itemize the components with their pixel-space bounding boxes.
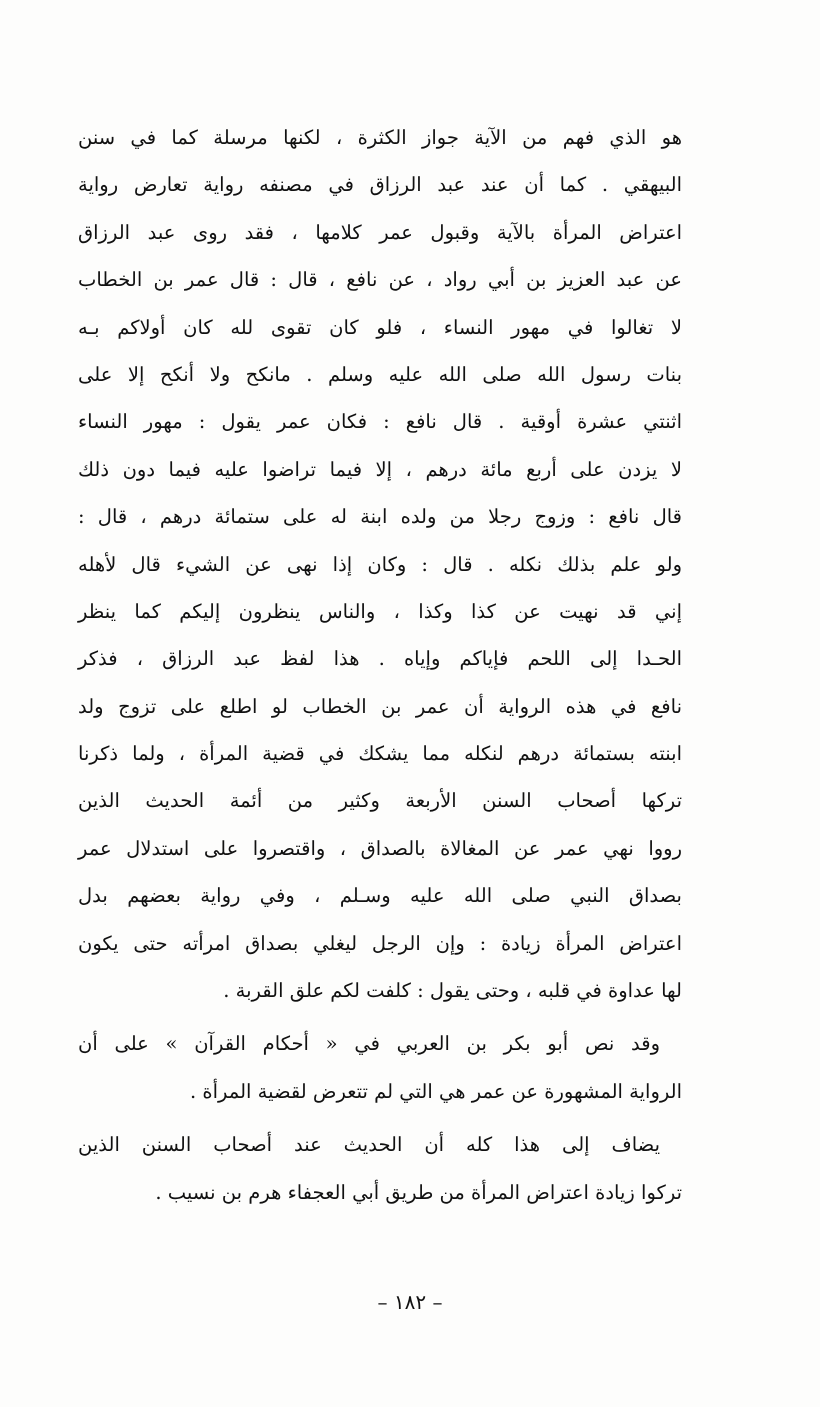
text-line: لا تغالوا في مهور النساء ، فلو كان تقوى لله كان أولاكم بـه (78, 315, 682, 339)
paragraph-3-line: يضاف إلى هذا كله أن الحديث عند أصحاب السنن الذين (78, 1133, 660, 1157)
page-number: – ١٨٢ – (377, 1290, 443, 1314)
text-line: بنات رسول الله صلى الله عليه وسلم . مانكح ولا أنكح إلا على (78, 362, 682, 386)
text-line: نافع في هذه الرواية أن عمر بن الخطاب لو اطلع على تزوج ولد (78, 694, 682, 718)
text-line: عن عبد العزيز بن أبي رواد ، عن نافع ، قال : قال عمر بن الخطاب (78, 268, 682, 292)
text-line: البيهقي . كما أن عند عبد الرزاق في مصنفه رواية تعارض رواية (78, 173, 682, 197)
text-line: اعتراض المرأة بالآية وقبول عمر كلامها ، فقد روى عبد الرزاق (78, 220, 682, 244)
text-line: لا يزدن على أربع مائة درهم ، إلا فيما تراضوا عليه فيما دون ذلك (78, 457, 682, 481)
text-line: اعتراض المرأة زيادة : وإن الرجل ليغلي بصداق امرأته حتى يكون (78, 931, 682, 955)
text-line: تركها أصحاب السنن الأربعة وكثير من أئمة الحديث الذين (78, 789, 682, 813)
text-line: الحـدا إلى اللحم فإياكم وإياه . هذا لفظ عبد الرزاق ، فذكر (78, 647, 682, 671)
text-line: رووا نهي عمر عن المغالاة بالصداق ، واقتصروا على استدلال عمر (78, 836, 682, 860)
text-line: لها عداوة في قلبه ، وحتى يقول : كلفت لكم علق القربة . (223, 979, 682, 1003)
text-line: ولو علم بذلك نكله . قال : وكان إذا نهى عن الشيء قال لأهله (78, 552, 682, 576)
text-line: هو الذي فهم من الآية جواز الكثرة ، لكنها مرسلة كما في سنن (78, 126, 682, 149)
body-text (78, 114, 682, 1216)
paragraph-3-line: تركوا زيادة اعتراض المرأة من طريق أبي العجفاء هرم بن نسيب . (155, 1180, 682, 1204)
text-line: قال نافع : وزوج رجلا من ولده ابنة له على ستمائة درهم ، قال : (78, 505, 682, 529)
text-line: ابنته بستمائة درهم لنكله مما يشكك في قضية المرأة ، ولما ذكرنا (78, 742, 682, 766)
text-line: إني قد نهيت عن كذا وكذا ، والناس ينظرون إليكم كما ينظر (78, 599, 682, 623)
text-line: اثنتي عشرة أوقية . قال نافع : فكان عمر يقول : مهور النساء (78, 410, 682, 434)
text-line: بصداق النبي صلى الله عليه وسـلم ، وفي رواية بعضهم بدل (78, 884, 682, 908)
paragraph-2-line: وقد نص أبو بكر بن العربي في « أحكام القرآن » على أن (78, 1032, 660, 1056)
paragraph-2-line: الرواية المشهورة عن عمر هي التي لم تتعرض لقضية المرأة . (190, 1079, 682, 1103)
